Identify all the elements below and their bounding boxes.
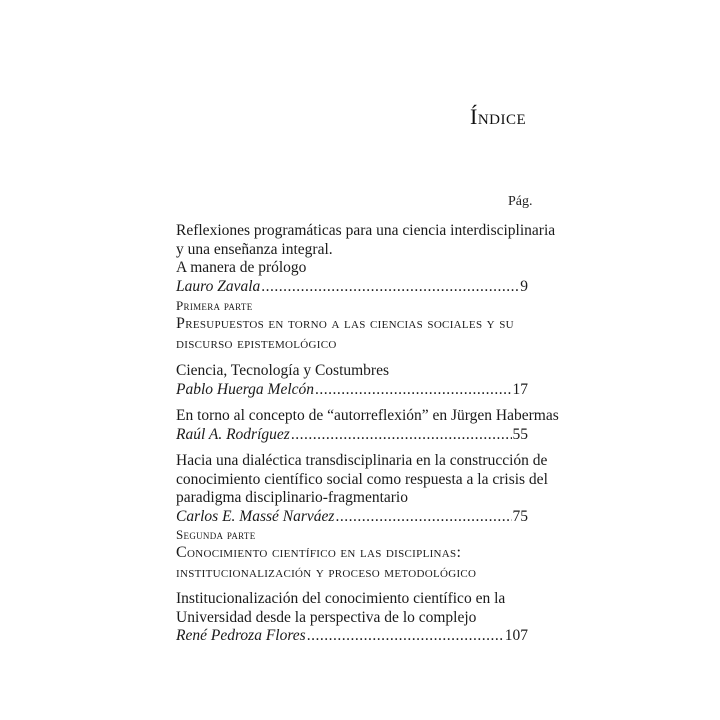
part-title-line: institucionalización y proceso metodológico — [176, 564, 477, 581]
entry-title-line: Institucionalización del conocimiento científico en la — [176, 590, 506, 607]
entry-title-line: En torno al concepto de “autorreflexión” en Jürgen Habermas — [176, 407, 559, 424]
entry-author: Pablo Huerga Melcón — [176, 380, 315, 398]
toc-entry-dialectica[interactable] — [176, 452, 548, 526]
leader-dots — [261, 278, 519, 297]
toc-entry-prologue[interactable] — [176, 222, 556, 296]
toc-entry-autorreflexion[interactable] — [176, 407, 559, 444]
leader-dots — [291, 426, 512, 445]
page-column-label: Pág. — [508, 194, 533, 209]
entry-title-line: Reflexiones programáticas para una ciencia interdisciplinaria — [176, 222, 556, 239]
part-title-line: Presupuestos en torno a las ciencias sociales y su — [176, 315, 514, 332]
part-title-line: Conocimiento científico en las disciplinas: — [176, 544, 462, 561]
leader-dots — [335, 508, 511, 527]
entry-title-line: Universidad desde la perspectiva de lo complejo — [176, 608, 477, 626]
leader-dots — [315, 381, 511, 400]
entry-title-line: Hacia una dialéctica transdisciplinaria en la construcción de — [176, 452, 548, 469]
entry-title-line: conocimiento científico social como respuesta a la crisis del — [176, 470, 548, 488]
part-label: Segunda parte — [176, 527, 256, 542]
entry-page-number: 17 — [512, 380, 528, 398]
author-line — [176, 508, 528, 527]
entry-page-number: 55 — [512, 425, 528, 443]
part-title-line: discurso epistemológico — [176, 335, 337, 352]
entry-page-number: 75 — [512, 507, 528, 525]
toc-entry-institucionalizacion[interactable] — [176, 590, 528, 646]
entry-author: Carlos E. Massé Narváez — [176, 507, 335, 525]
toc-entry-ciencia-tecnologia[interactable] — [176, 362, 528, 399]
author-line — [176, 627, 528, 646]
entry-author: Lauro Zavala — [176, 277, 261, 295]
author-line — [176, 426, 528, 445]
entry-page-number: 107 — [504, 627, 528, 644]
entry-title-line: Ciencia, Tecnología y Costumbres — [176, 362, 390, 379]
author-line — [176, 278, 528, 297]
entry-author: Raúl A. Rodríguez — [176, 425, 290, 443]
entry-title-line: y una enseñanza integral. — [176, 240, 333, 258]
toc-part-two[interactable] — [176, 527, 528, 583]
entry-page-number: 9 — [520, 277, 528, 295]
author-line — [176, 381, 528, 400]
part-label: Primera parte — [176, 298, 253, 313]
toc-part-one[interactable] — [176, 298, 528, 354]
leader-dots — [307, 627, 504, 646]
entry-title-line: A manera de prólogo — [176, 259, 307, 276]
entry-author: René Pedroza Flores — [176, 627, 306, 644]
entry-title-line: paradigma disciplinario-fragmentario — [176, 489, 408, 506]
page-title: Índice — [470, 104, 527, 129]
